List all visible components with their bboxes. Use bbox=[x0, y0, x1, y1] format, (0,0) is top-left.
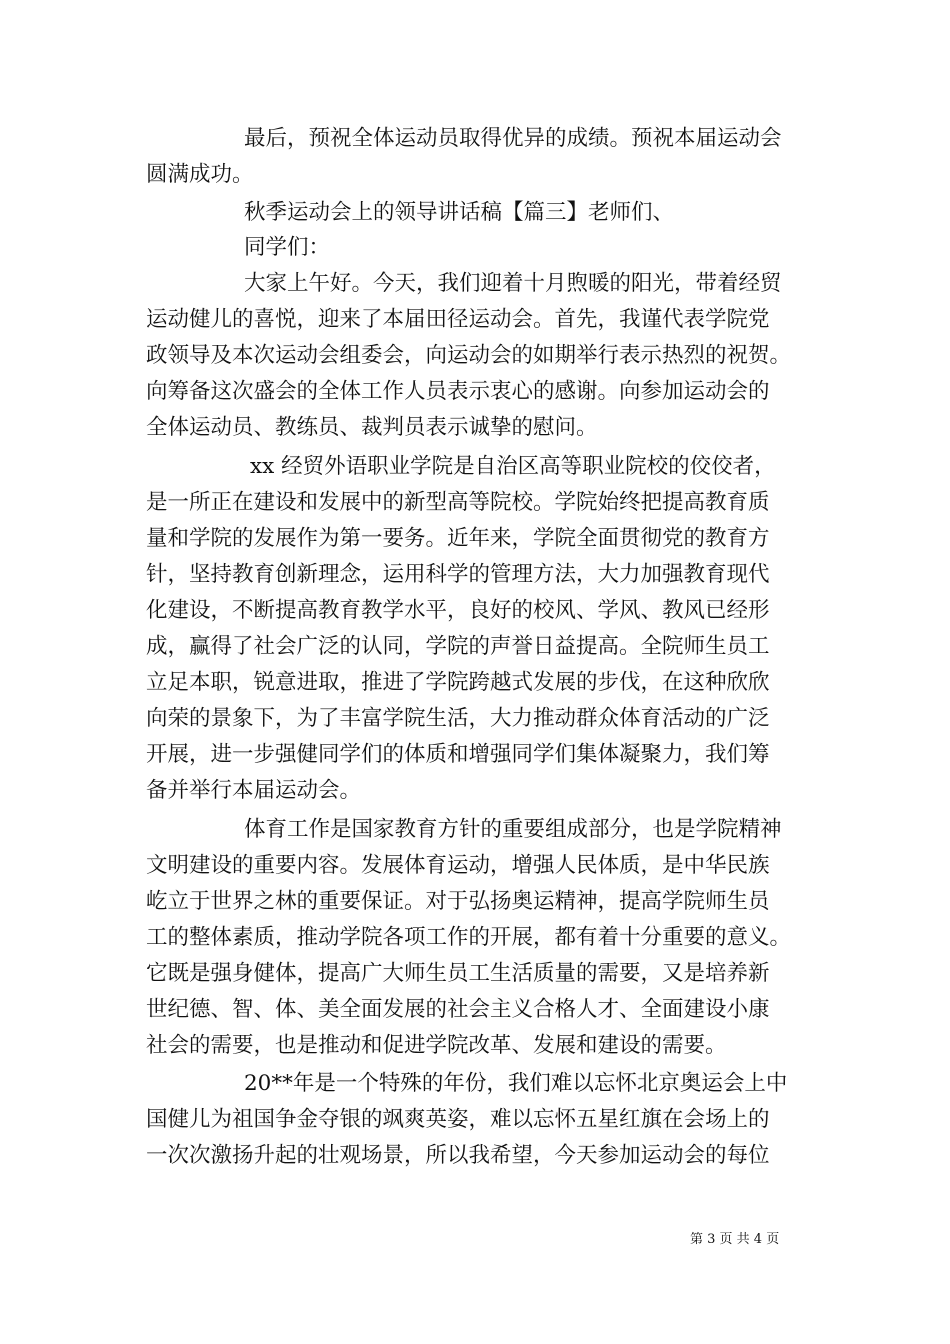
paragraph-line: 是一所正在建设和发展中的新型高等院校。学院始终把提高教育质 bbox=[146, 490, 770, 515]
paragraph-line: 开展，进一步强健同学们的体质和增强同学们集体凝聚力，我们筹 bbox=[146, 742, 770, 767]
paragraph-line: 社会的需要，也是推动和促进学院改革、发展和建设的需要。 bbox=[146, 1033, 727, 1058]
paragraph-line: 圆满成功。 bbox=[146, 162, 254, 187]
paragraph-line: xx 经贸外语职业学院是自治区高等职业院校的佼佼者， bbox=[250, 454, 776, 479]
paragraph-line: 体育工作是国家教育方针的重要组成部分，也是学院精神 bbox=[244, 817, 782, 842]
paragraph-line: 国健儿为祖国争金夺银的飒爽英姿，难以忘怀五星红旗在会场上的 bbox=[146, 1107, 770, 1132]
paragraph-line: 一次次激扬升起的壮观场景，所以我希望，今天参加运动会的每位 bbox=[146, 1143, 770, 1168]
paragraph-line: 政领导及本次运动会组委会，向运动会的如期举行表示热烈的祝贺。 bbox=[146, 343, 792, 368]
paragraph-line: 最后，预祝全体运动员取得优异的成绩。预祝本届运动会 bbox=[244, 126, 782, 151]
paragraph-line: 立足本职，锐意进取，推进了学院跨越式发展的步伐，在这种欣欣 bbox=[146, 670, 770, 695]
paragraph-line: 世纪德、智、体、美全面发展的社会主义合格人才、全面建设小康 bbox=[146, 997, 770, 1022]
paragraph-line: 化建设，不断提高教育教学水平，良好的校风、学风、教风已经形 bbox=[146, 598, 770, 623]
paragraph-line: 向筹备这次盛会的全体工作人员表示衷心的感谢。向参加运动会的 bbox=[146, 379, 770, 404]
paragraph-line: 屹立于世界之林的重要保证。对于弘扬奥运精神，提高学院师生员 bbox=[146, 889, 770, 914]
salutation: 同学们： bbox=[244, 235, 331, 260]
paragraph-line: 大家上午好。今天，我们迎着十月煦暖的阳光，带着经贸 bbox=[244, 271, 782, 296]
paragraph-line: 向荣的景象下，为了丰富学院生活，大力推动群众体育活动的广泛 bbox=[146, 706, 770, 731]
paragraph-line: 成，赢得了社会广泛的认同，学院的声誉日益提高。全院师生员工 bbox=[146, 634, 770, 659]
paragraph-line: 针，坚持教育创新理念，运用科学的管理方法，大力加强教育现代 bbox=[146, 562, 770, 587]
paragraph-line: 备并举行本届运动会。 bbox=[146, 778, 362, 803]
paragraph-line: 20**年是一个特殊的年份，我们难以忘怀北京奥运会上中 bbox=[244, 1071, 788, 1096]
paragraph-line: 工的整体素质，推动学院各项工作的开展，都有着十分重要的意义。 bbox=[146, 925, 792, 950]
paragraph-line: 文明建设的重要内容。发展体育运动，增强人民体质，是中华民族 bbox=[146, 853, 770, 878]
paragraph-line: 运动健儿的喜悦，迎来了本届田径运动会。首先，我谨代表学院党 bbox=[146, 307, 770, 332]
paragraph-line: 它既是强身健体，提高广大师生员工生活质量的需要，又是培养新 bbox=[146, 961, 770, 986]
section-heading: 秋季运动会上的领导讲话稿【篇三】老师们、 bbox=[244, 200, 675, 225]
paragraph-line: 量和学院的发展作为第一要务。近年来，学院全面贯彻党的教育方 bbox=[146, 526, 770, 551]
paragraph-line: 全体运动员、教练员、裁判员表示诚挚的慰问。 bbox=[146, 415, 598, 440]
page-number-footer: 第 3 页 共 4 页 bbox=[690, 1232, 780, 1247]
